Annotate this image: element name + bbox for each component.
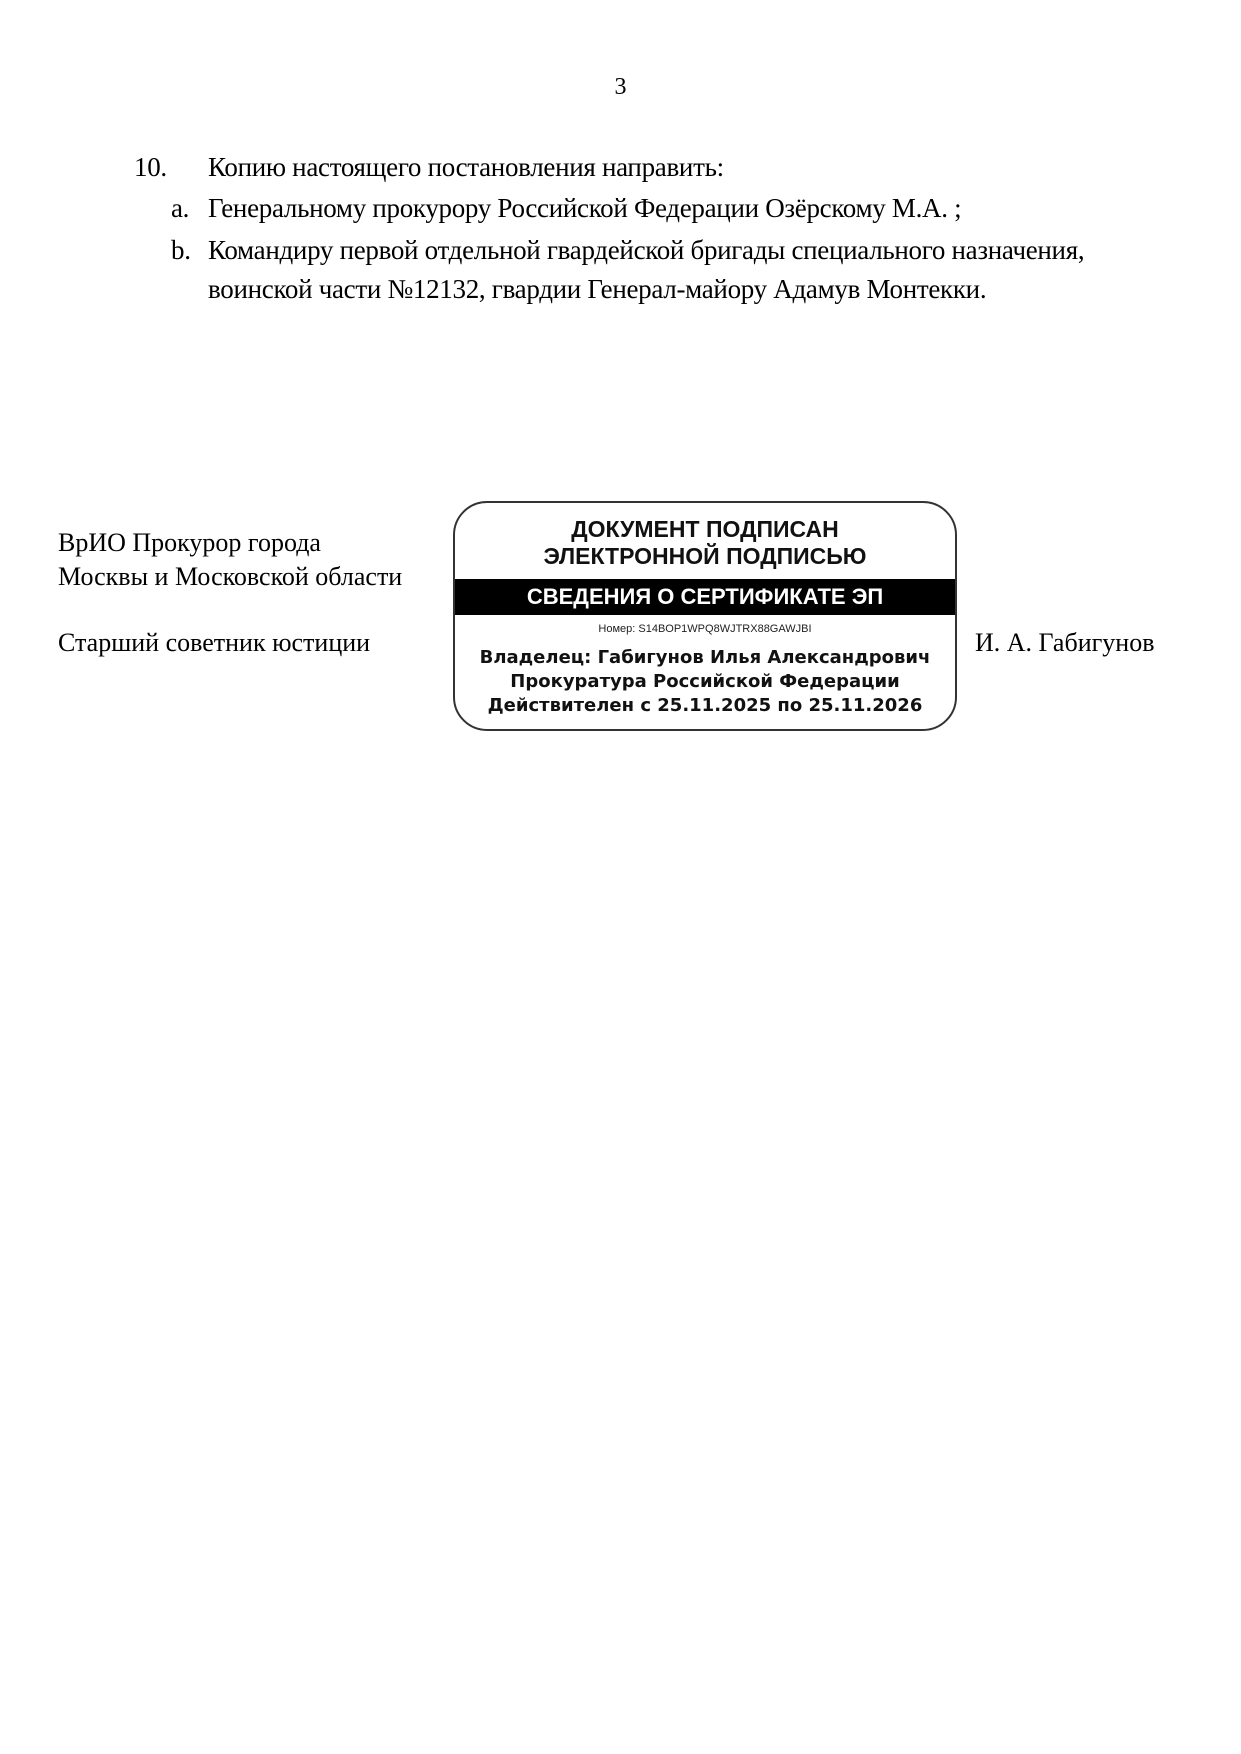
signatory-position-line1: ВрИО Прокурор города <box>58 528 321 557</box>
sub-item-text-line2: воинской части №12132, гвардии Генерал-майору Адамув Монтекки. <box>208 274 987 304</box>
stamp-header-line1: ДОКУМЕНТ ПОДПИСАН <box>571 516 839 542</box>
stamp-header-line2: ЭЛЕКТРОННОЙ ПОДПИСЬЮ <box>543 543 867 569</box>
item-text: Копию настоящего постановления направить: <box>208 152 724 182</box>
sub-item-label: a. <box>171 193 190 223</box>
item-number: 10. <box>134 152 167 182</box>
signatory-name: И. А. Габигунов <box>975 628 1155 657</box>
sub-item-label: b. <box>171 235 191 265</box>
stamp-owner: Владелец: Габигунов Илья Александрович <box>479 647 931 668</box>
sub-item-text-line1: Командиру первой отдельной гвардейской бригады специального назначения, <box>208 235 1085 265</box>
signatory-rank: Старший советник юстиции <box>58 628 371 657</box>
signatory-position-line2: Москвы и Московской области <box>58 562 403 591</box>
electronic-signature-stamp <box>453 501 957 731</box>
page-number: 3 <box>614 74 627 100</box>
stamp-serial-number: Номер: S14BOP1WPQ8WJTRX88GAWJBI <box>598 623 812 635</box>
stamp-organization: Прокуратура Российской Федерации <box>510 671 900 692</box>
sub-item-text: Генеральному прокурору Российской Федерации Озёрскому М.А. ; <box>208 193 962 223</box>
stamp-certificate-band: СВЕДЕНИЯ О СЕРТИФИКАТЕ ЭП <box>455 579 955 615</box>
stamp-validity: Действителен с 25.11.2025 по 25.11.2026 <box>487 695 923 716</box>
